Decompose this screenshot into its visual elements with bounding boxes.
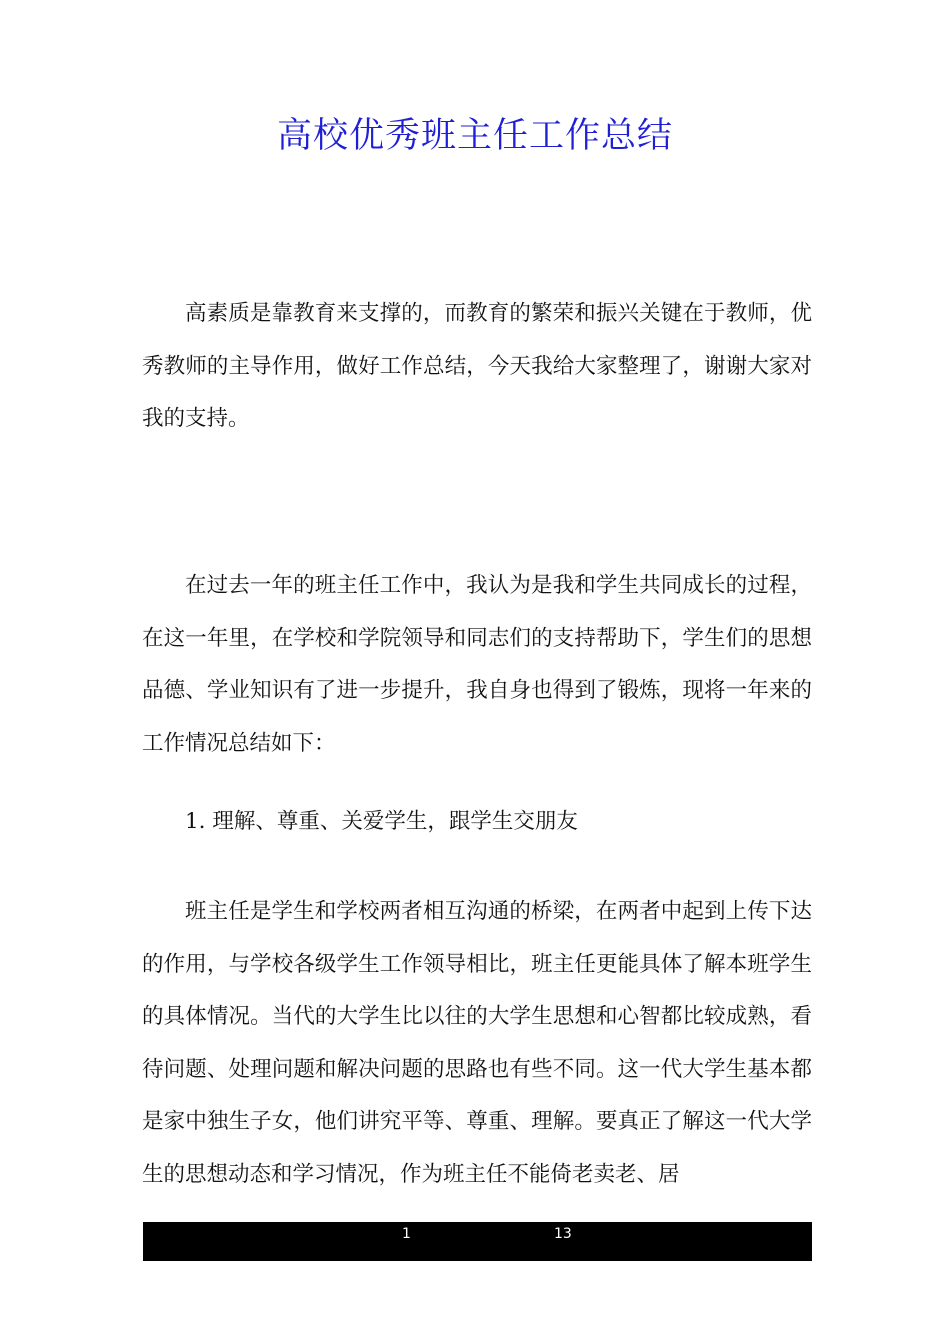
page-number: 1 [402,1226,411,1242]
paragraph-intro: 高素质是靠教育来支撑的，而教育的繁荣和振兴关键在于教师，优秀教师的主导作用，做好工作总结，今天我给大家整理了，谢谢大家对我的支持。 [142,301,812,431]
paragraph-overview: 在过去一年的班主任工作中，我认为是我和学生共同成长的过程，在这一年里，在学校和学院领导和同志们的支持帮助下，学生们的思想品德、学业知识有了进一步提升，我自身也得到了锻炼，现将一年来的工作情况总结如下： [142,573,812,756]
paragraph-section-1: 班主任是学生和学校两者相互沟通的桥梁，在两者中起到上传下达的作用，与学校各级学生工作领导相比，班主任更能具体了解本班学生的具体情况。当代的大学生比以往的大学生思想和心智都比较成熟，看待问题、处理问题和解决问题的思路也有些不同。这一代大学生基本都是家中独生子女，他们讲究平等、尊重、理解。要真正了解这一代大学生的思想动态和学习情况，作为班主任不能倚老卖老、居 [142,899,812,1187]
section-heading-1: 1. 理解、尊重、关爱学生，跟学生交朋友 [185,809,578,834]
document-title: 高校优秀班主任工作总结 [276,116,673,156]
page-footer-bar [143,1222,812,1261]
page-total: 13 [554,1226,572,1242]
